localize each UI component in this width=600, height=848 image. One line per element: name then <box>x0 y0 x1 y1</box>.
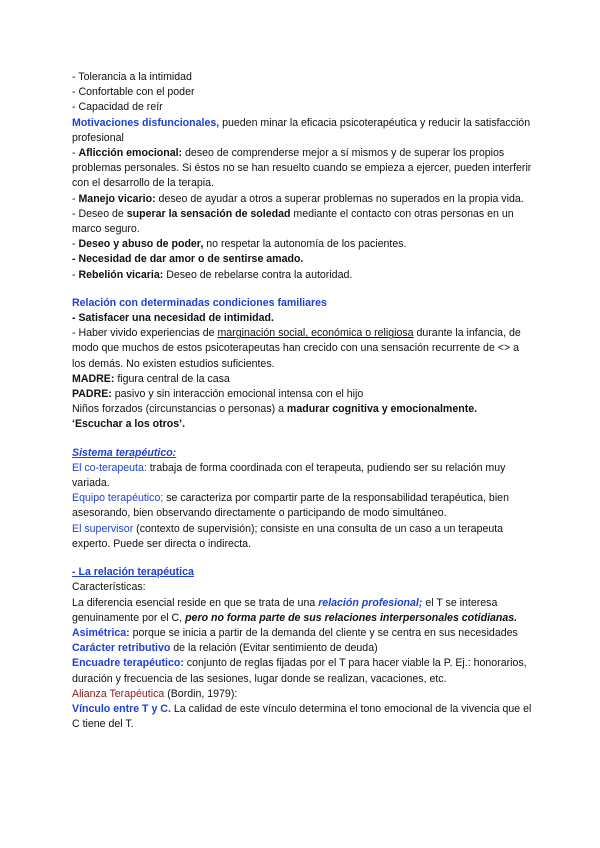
list-item: - Tolerancia a la intimidad <box>72 71 192 83</box>
text: figura central de la casa <box>114 372 230 385</box>
heading-relacion-terapeutica: - La relación terapéutica <box>72 566 194 579</box>
label-supervisor: El supervisor <box>72 522 134 535</box>
term-aflicción: Aflicción emocional: <box>78 147 183 160</box>
text: Deseo de rebelarse contra la autoridad. <box>163 268 353 281</box>
term-rebelion: Rebelión vicaria: <box>78 268 164 281</box>
paragraph-supervisor <box>72 522 532 552</box>
text: La diferencia esencial reside en que se trata de una <box>72 596 319 609</box>
list-item <box>72 237 532 252</box>
term-no-forma-parte: pero no forma parte de sus relaciones interpersonales cotidianas. <box>185 611 518 624</box>
term-relacion-profesional: relación profesional; <box>318 596 423 609</box>
line-padre <box>72 387 532 402</box>
paragraph-coterapeuta <box>72 461 532 491</box>
text: - Haber vivido experiencias de <box>72 327 218 340</box>
dash: - <box>72 268 79 281</box>
line-escuchar: ‘Escuchar a los otros’. <box>72 418 186 431</box>
text: deseo de comprenderse mejor a sí mismos y de superar los propios problemas personales. Si éstos no se han resuelto cuando se empieza a ejercer, pueden interferir con el desarrollo de la terapia. <box>72 147 532 190</box>
document-body <box>72 70 532 732</box>
list-item <box>72 207 532 237</box>
paragraph-encuadre <box>72 656 532 686</box>
list-item <box>72 326 532 372</box>
text: mediante el contacto con otras personas en un marco seguro. <box>72 207 514 236</box>
label-coterapeuta: El co-terapeuta: <box>72 461 147 474</box>
term-manejo: Manejo vicario: <box>78 192 156 205</box>
label-madre: MADRE: <box>72 372 115 385</box>
line-ninos <box>72 402 532 417</box>
term-soledad: superar la sensación de soledad <box>126 207 291 220</box>
text: de la relación (Evitar sentimiento de deuda) <box>170 642 378 655</box>
text: pasivo y sin interacción emocional intensa con el hijo <box>111 388 364 401</box>
underlined-text: marginación social, económica o religiosa <box>217 327 414 340</box>
list-item <box>72 146 532 192</box>
paragraph-asimetrica <box>72 626 532 641</box>
term-madurar: madurar cognitiva y emocionalmente. <box>286 403 478 416</box>
heading-motivaciones: Motivaciones disfuncionales, <box>72 116 220 129</box>
text: deseo de ayudar a otros a superar problemas no superados en la propia vida. <box>155 192 524 205</box>
paragraph-equipo <box>72 491 532 521</box>
text: (Bordin, 1979): <box>164 687 238 700</box>
list-item <box>72 268 532 283</box>
list-item: - Necesidad de dar amor o de sentirse amado. <box>72 253 304 266</box>
text: (contexto de supervisión); consiste en una consulta de un caso a un terapeuta experto. Puede ser directa o indirecta. <box>72 522 504 550</box>
list-item: - Capacidad de reír <box>72 101 163 114</box>
label-encuadre: Encuadre terapéutico: <box>72 657 184 670</box>
paragraph-alianza <box>72 687 532 702</box>
label-padre: PADRE: <box>72 388 112 401</box>
label-equipo: Equipo terapéutico; <box>72 492 164 505</box>
line-madre <box>72 372 532 387</box>
label-vinculo: Vínculo entre T y C. <box>72 702 171 715</box>
paragraph-caracter <box>72 641 532 656</box>
dash: - <box>72 192 79 205</box>
paragraph-diferencia <box>72 596 532 626</box>
text: el T se interesa genuinamente por el C, <box>72 596 498 624</box>
line-caracteristicas: Características: <box>72 581 146 594</box>
term-poder: Deseo y abuso de poder, <box>78 238 204 251</box>
text: Niños forzados (circunstancias o personas) a <box>72 403 287 416</box>
list-item: - Confortable con el poder <box>72 86 195 99</box>
text: pueden minar la eficacia psicoterapéutica y reducir la satisfacción profesional <box>72 116 531 144</box>
text: porque se inicia a partir de la demanda del cliente y se centra en sus necesidades <box>129 626 518 639</box>
list-item: - Satisfacer una necesidad de intimidad. <box>72 312 274 325</box>
dash: - <box>72 147 79 160</box>
label-alianza: Alianza Terapéutica <box>72 687 165 700</box>
dash: - <box>72 238 79 251</box>
text: durante la infancia, de modo que muchos de estos psicoterapeutas han crecido con una sensación recurrente de <> a los demás. No existen estudios suficientes. <box>72 327 521 370</box>
heading-relacion-familiar: Relación con determinadas condiciones familiares <box>72 296 327 309</box>
paragraph-motivaciones <box>72 116 532 146</box>
text: trabaja de forma coordinada con el terapeuta, pudiendo ser su relación muy variada. <box>72 461 506 490</box>
label-asimetrica: Asimétrica: <box>72 626 130 639</box>
label-caracter: Carácter retributivo <box>72 642 171 655</box>
text: conjunto de reglas fijadas por el T para hacer viable la P. Ej.: honorarios, duración y frecuencia de las sesiones, lugar donde se realizan, vacaciones, etc. <box>72 657 527 685</box>
list-item <box>72 192 532 207</box>
text: se caracteriza por compartir parte de la responsabilidad terapéutica, bien asesorando, bien observando directamente o participando de modo simultáneo. <box>72 492 509 520</box>
heading-sistema-terapeutico: Sistema terapéutico: <box>72 446 177 459</box>
text: - Deseo de <box>72 207 127 220</box>
text: no respetar la autonomía de los pacientes. <box>203 238 407 251</box>
text: La calidad de este vínculo determina el tono emocional de la vivencia que el C tiene del T. <box>72 702 532 731</box>
paragraph-vinculo <box>72 702 532 732</box>
